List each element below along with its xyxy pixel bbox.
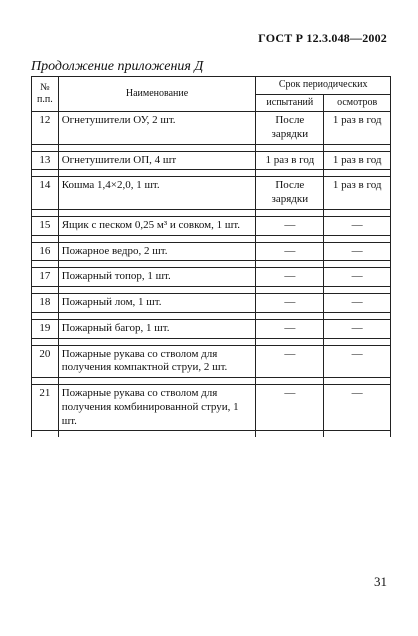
row-inspections: — [324,216,391,235]
row-spacer-cell [32,144,59,151]
row-spacer-cell [324,209,391,216]
row-name: Пожарные рукава со стволом для получения компактной струи, 2 шт. [58,345,256,378]
row-tests: — [256,294,324,313]
row-tests: — [256,319,324,338]
col-number-label-1: № [40,81,50,93]
col-period-header: Срок периодических [256,77,391,95]
row-inspections: — [324,294,391,313]
row-inspections: — [324,345,391,378]
row-number: 21 [32,385,59,431]
row-spacer-cell [256,431,324,438]
row-name: Пожарный лом, 1 шт. [58,294,256,313]
row-name: Ящик с песком 0,25 м³ и совком, 1 шт. [58,216,256,235]
row-spacer [32,261,391,268]
row-name: Пожарное ведро, 2 шт. [58,242,256,261]
row-spacer [32,170,391,177]
table-row [32,151,391,170]
row-spacer [32,209,391,216]
row-spacer-cell [256,378,324,385]
table-row [32,319,391,338]
row-spacer [32,144,391,151]
row-spacer-cell [256,144,324,151]
row-spacer-cell [58,338,256,345]
document-header: ГОСТ Р 12.3.048—2002 [258,31,387,45]
row-spacer [32,312,391,319]
row-spacer-cell [32,312,59,319]
row-number: 12 [32,112,59,145]
row-spacer [32,287,391,294]
continuation-title: Продолжение приложения Д [31,59,204,74]
row-spacer-cell [58,144,256,151]
row-spacer-cell [32,235,59,242]
row-inspections: — [324,242,391,261]
col-number-header [32,77,59,112]
row-inspections: — [324,319,391,338]
row-number: 19 [32,319,59,338]
row-name: Огнетушители ОУ, 2 шт. [58,112,256,145]
row-number: 14 [32,177,59,210]
row-tests: 1 раз в год [256,151,324,170]
row-spacer-cell [58,261,256,268]
row-spacer-cell [32,170,59,177]
page-number: 31 [374,574,387,589]
col-name-header: Наименование [58,77,256,112]
row-spacer [32,338,391,345]
table-row [32,242,391,261]
row-tests: — [256,268,324,287]
row-spacer [32,235,391,242]
row-spacer-cell [58,312,256,319]
row-name: Пожарные рукава со стволом для получения комбинированной струи, 1 шт. [58,385,256,431]
row-number: 15 [32,216,59,235]
table-row [32,345,391,378]
row-spacer-cell [256,287,324,294]
row-spacer [32,378,391,385]
row-tests: — [256,385,324,431]
row-name: Пожарный топор, 1 шт. [58,268,256,287]
table-row [32,112,391,145]
row-inspections: 1 раз в год [324,177,391,210]
row-spacer-cell [32,338,59,345]
col-number-label-2: п.п. [37,94,53,105]
row-inspections: 1 раз в год [324,151,391,170]
row-spacer-cell [324,378,391,385]
row-spacer-cell [58,287,256,294]
row-tests: После зарядки [256,177,324,210]
row-name: Огнетушители ОП, 4 шт [58,151,256,170]
row-spacer-cell [256,170,324,177]
row-tests: — [256,242,324,261]
row-tests: — [256,345,324,378]
row-spacer-cell [324,338,391,345]
col-inspections-header: осмотров [324,94,391,112]
row-spacer-cell [32,431,59,438]
row-spacer-cell [324,431,391,438]
row-number: 16 [32,242,59,261]
row-spacer [32,431,391,438]
table-row [32,268,391,287]
row-spacer-cell [324,261,391,268]
row-spacer-cell [256,261,324,268]
row-spacer-cell [256,209,324,216]
row-spacer-cell [256,312,324,319]
row-number: 17 [32,268,59,287]
table-row [32,294,391,313]
row-spacer-cell [32,287,59,294]
row-inspections: — [324,385,391,431]
row-spacer-cell [58,235,256,242]
row-spacer-cell [324,235,391,242]
row-spacer-cell [256,235,324,242]
row-inspections: 1 раз в год [324,112,391,145]
row-spacer-cell [324,170,391,177]
row-tests: После зарядки [256,112,324,145]
col-tests-header: испытаний [256,94,324,112]
row-spacer-cell [58,431,256,438]
row-spacer-cell [32,378,59,385]
row-spacer-cell [58,170,256,177]
row-spacer-cell [32,209,59,216]
row-number: 18 [32,294,59,313]
row-name: Пожарный багор, 1 шт. [58,319,256,338]
row-number: 20 [32,345,59,378]
row-spacer-cell [58,378,256,385]
row-spacer-cell [32,261,59,268]
row-number: 13 [32,151,59,170]
table-row [32,216,391,235]
row-spacer-cell [324,144,391,151]
row-spacer-cell [256,338,324,345]
row-spacer-cell [324,287,391,294]
table-row [32,177,391,210]
row-tests: — [256,216,324,235]
row-inspections: — [324,268,391,287]
appendix-table [31,76,391,437]
row-spacer-cell [58,209,256,216]
table-row [32,385,391,431]
row-spacer-cell [324,312,391,319]
row-name: Кошма 1,4×2,0, 1 шт. [58,177,256,210]
